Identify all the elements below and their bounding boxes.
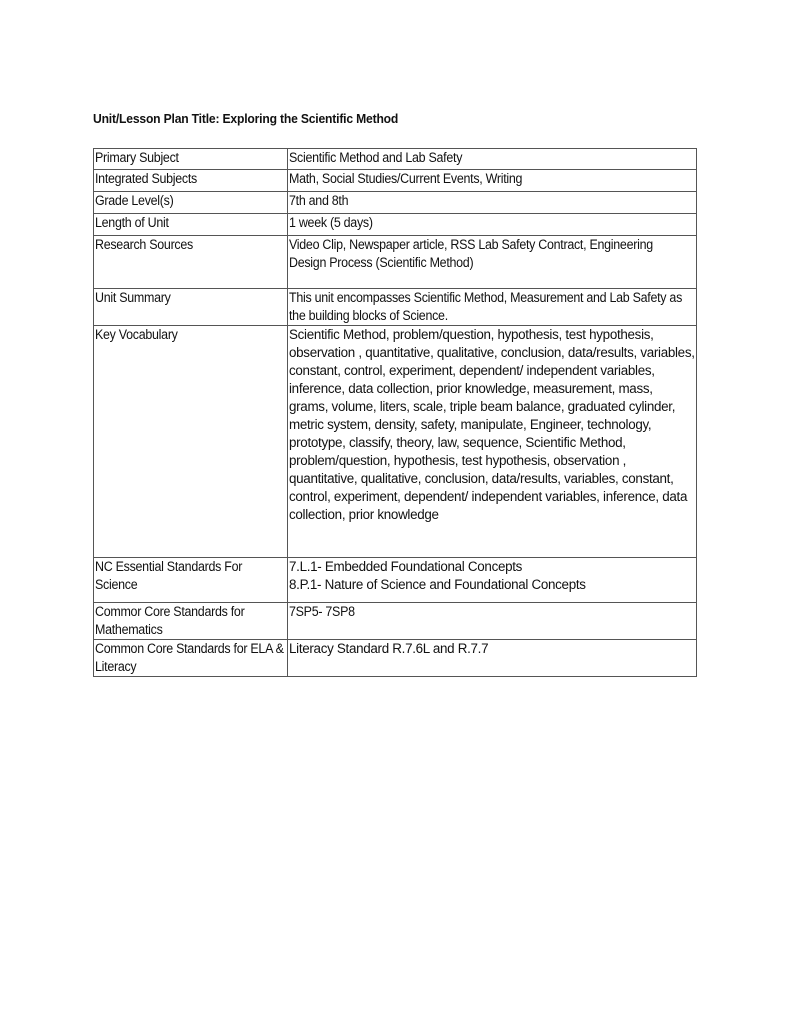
row-value-research-sources [288,236,697,289]
row-label-primary-subject [94,149,288,170]
key-vocabulary-label: Key Vocabulary [95,327,178,342]
common-core-ela-value: Literacy Standard R.7.6L and R.7.7 [289,641,489,656]
table-row-common-core-math [94,603,697,640]
row-value-integrated-subjects [288,170,697,192]
nc-standard-item: 8.P.1- Nature of Science and Foundational Concepts [289,577,586,592]
row-value-key-vocabulary [288,326,697,558]
table-row-research-sources [94,236,697,289]
row-label-length-of-unit [94,214,288,236]
row-label-grade-levels [94,192,288,214]
length-of-unit-label: Length of Unit [95,215,169,230]
grade-levels-value: 7th and 8th [289,193,349,208]
table-row-length-of-unit [94,214,697,236]
row-value-nc-essential-standards [288,558,697,603]
row-value-unit-summary [288,289,697,326]
primary-subject-value: Scientific Method and Lab Safety [289,150,463,165]
table-row-integrated-subjects [94,170,697,192]
research-sources-value: Video Clip, Newspaper article, RSS Lab Safety Contract, Engineering Design Process (Scientific Method) [289,237,653,270]
nc-standard-item: 7.L.1- Embedded Foundational Concepts [289,559,523,574]
research-sources-label: Research Sources [95,237,193,252]
row-label-unit-summary [94,289,288,326]
common-core-ela-label: Common Core Standards for ELA & Literacy [95,641,284,674]
unit-summary-label: Unit Summary [95,290,171,305]
table-row-unit-summary [94,289,697,326]
integrated-subjects-label: Integrated Subjects [95,171,198,186]
row-value-grade-levels [288,192,697,214]
row-label-key-vocabulary [94,326,288,558]
row-label-common-core-ela [94,640,288,677]
table-row-key-vocabulary [94,326,697,558]
lesson-plan-title: Unit/Lesson Plan Title: Exploring the Scientific Method [93,111,399,126]
row-label-nc-essential-standards [94,558,288,603]
integrated-subjects-value: Math, Social Studies/Current Events, Writing [289,171,523,186]
row-value-common-core-math [288,603,697,640]
row-label-research-sources [94,236,288,289]
row-value-common-core-ela [288,640,697,677]
lesson-plan-table [93,148,697,677]
row-label-common-core-math [94,603,288,640]
row-value-length-of-unit [288,214,697,236]
table-row-common-core-ela [94,640,697,677]
table-row-primary-subject [94,149,697,170]
nc-essential-standards-label: NC Essential Standards For Science [95,559,243,592]
unit-summary-value: This unit encompasses Scientific Method, Measurement and Lab Safety as the building blocks of Science. [289,290,683,323]
key-vocabulary-value: Scientific Method, problem/question, hypothesis, test hypothesis, observation , quantitative, qualitative, conclusion, data/results, variables, constant, control, experiment, dependent/ independent variables, inference, data collection, prior knowledge, measurement, mass, grams, volume, liters, scale, triple beam balance, graduated cylinder, metric system, density, safety, manipulate, Engineer, technology, prototype, classify, theory, law, sequence, Scientific Method, problem/question, hypothesis, test hypothesis, observation , quantitative, qualitative, conclusion, data/results, variables, constant, control, experiment, dependent/ independent variables, inference, data collection, prior knowledge [289,327,695,522]
table-row-nc-essential-standards [94,558,697,603]
grade-levels-label: Grade Level(s) [95,193,174,208]
length-of-unit-value: 1 week (5 days) [289,215,373,230]
table-row-grade-levels [94,192,697,214]
common-core-math-value: 7SP5- 7SP8 [289,604,355,619]
row-value-primary-subject [288,149,697,170]
primary-subject-label: Primary Subject [95,150,179,165]
row-label-integrated-subjects [94,170,288,192]
common-core-math-label: Commor Core Standards for Mathematics [95,604,245,637]
